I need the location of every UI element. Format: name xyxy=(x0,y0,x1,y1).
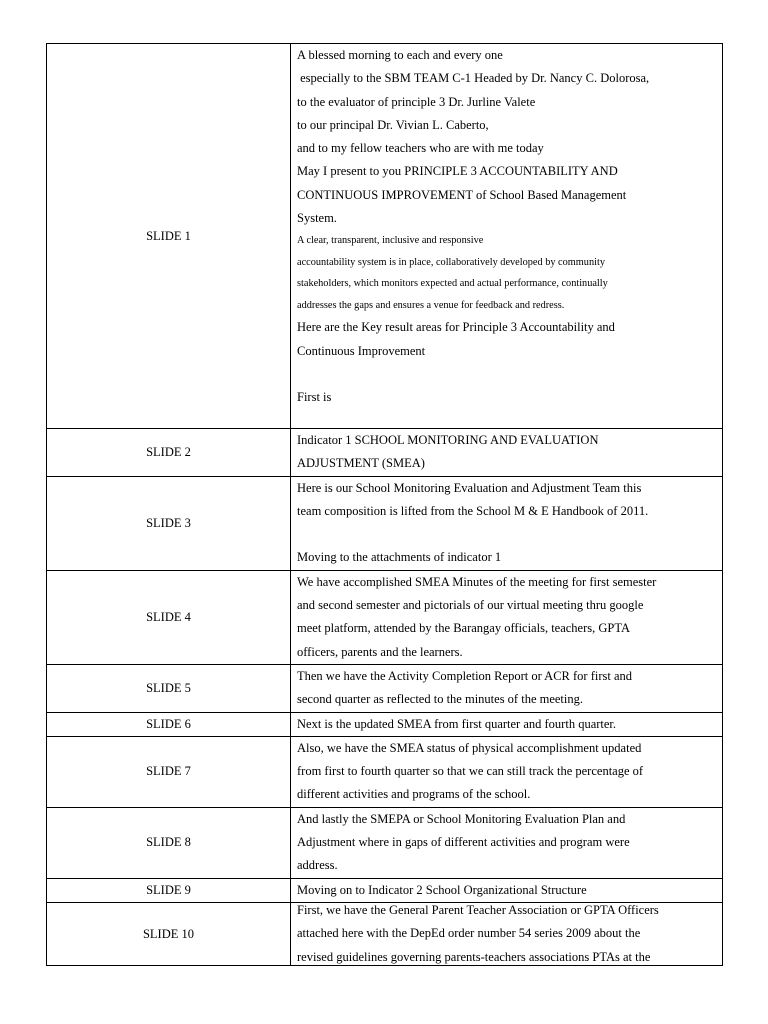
slide-label: SLIDE 7 xyxy=(47,736,291,807)
narration-line: Continuous Improvement xyxy=(297,343,426,358)
table-row-slide-8 xyxy=(47,807,723,878)
slide-label: SLIDE 9 xyxy=(47,878,291,902)
narration-line: to our principal Dr. Vivian L. Caberto, xyxy=(297,117,489,132)
narration-line: Indicator 1 SCHOOL MONITORING AND EVALUATION xyxy=(297,433,599,447)
narration-text xyxy=(291,899,722,965)
narration-closing: Moving to the attachments of indicator 1 xyxy=(297,550,502,565)
narration-line: revised guidelines governing parents-teachers associations PTAs at the xyxy=(297,949,651,964)
narration-text xyxy=(291,477,722,570)
narration-line: Also, we have the SMEA status of physical accomplishment updated xyxy=(297,740,642,755)
narration-line: different activities and programs of the school. xyxy=(297,787,531,802)
blank-line xyxy=(297,523,716,546)
blank-line xyxy=(297,363,716,386)
narration-text xyxy=(291,665,722,712)
slide-label: SLIDE 10 xyxy=(142,926,195,941)
narration-line: ADJUSTMENT (SMEA) xyxy=(297,456,425,471)
principle-definition-line: accountability system is in place, collaboratively developed by community xyxy=(297,256,605,268)
narration-line: CONTINUOUS IMPROVEMENT of School Based Management xyxy=(297,187,627,202)
slide-label: SLIDE 4 xyxy=(47,570,291,664)
table-row-slide-3 xyxy=(47,476,723,570)
narration-line: meet platform, attended by the Barangay officials, teachers, GPTA xyxy=(297,621,631,636)
narration-text xyxy=(291,571,722,664)
principle-definition-line: addresses the gaps and ensures a venue for feedback and redress. xyxy=(297,299,565,311)
narration-line: First, we have the General Parent Teacher Association or GPTA Officers xyxy=(297,902,659,917)
narration-line: A blessed morning to each and every one xyxy=(297,48,503,62)
table-row-slide-1 xyxy=(47,44,723,429)
narration-line: Here are the Key result areas for Principle 3 Accountability and xyxy=(297,320,615,335)
narration-text xyxy=(291,737,722,807)
slide-label: SLIDE 6 xyxy=(47,712,291,736)
narration-text xyxy=(291,713,722,736)
narration-line: Adjustment where in gaps of different activities and program were xyxy=(297,835,630,850)
narration-line: second quarter as reflected to the minutes of the meeting. xyxy=(297,692,584,707)
narration-line: Moving on to Indicator 2 School Organizational Structure xyxy=(297,882,587,897)
table-row-slide-4 xyxy=(47,570,723,664)
narration-text xyxy=(291,44,722,410)
narration-text xyxy=(291,808,722,878)
narration-line: attached here with the DepEd order number 54 series 2009 about the xyxy=(297,926,641,941)
narration-line: especially to the SBM TEAM C-1 Headed by Dr. Nancy C. Dolorosa, xyxy=(297,71,650,86)
slide-label: SLIDE 5 xyxy=(47,664,291,712)
slide-script-table xyxy=(46,43,723,966)
table-row-slide-5 xyxy=(47,664,723,712)
table-row-slide-7 xyxy=(47,736,723,807)
slide-label: SLIDE 8 xyxy=(47,807,291,878)
principle-definition-line: A clear, transparent, inclusive and responsive xyxy=(297,235,484,247)
narration-line: Next is the updated SMEA from first quarter and fourth quarter. xyxy=(297,716,617,731)
table-row-slide-10 xyxy=(47,902,723,965)
narration-line: and second semester and pictorials of our virtual meeting thru google xyxy=(297,598,644,613)
narration-line: officers, parents and the learners. xyxy=(297,644,463,659)
slide-label: SLIDE 2 xyxy=(47,429,291,477)
table-row-slide-6 xyxy=(47,712,723,736)
narration-line: And lastly the SMEPA or School Monitoring Evaluation Plan and xyxy=(297,811,626,826)
narration-line: Here is our School Monitoring Evaluation and Adjustment Team this xyxy=(297,480,642,495)
narration-text xyxy=(291,429,722,476)
narration-line: Then we have the Activity Completion Report or ACR for first and xyxy=(297,668,633,683)
slide-label: SLIDE 1 xyxy=(47,44,291,429)
narration-line: May I present to you PRINCIPLE 3 ACCOUNTABILITY AND xyxy=(297,164,618,179)
narration-line: System. xyxy=(297,211,337,226)
slide-label: SLIDE 3 xyxy=(47,476,291,570)
narration-line: and to my fellow teachers who are with me today xyxy=(297,141,544,156)
narration-line: team composition is lifted from the School M & E Handbook of 2011. xyxy=(297,503,649,518)
narration-closing: First is xyxy=(297,390,332,405)
table-row-slide-2 xyxy=(47,429,723,477)
narration-line: from first to fourth quarter so that we can still track the percentage of xyxy=(297,764,644,779)
principle-definition-line: stakeholders, which monitors expected and actual performance, continually xyxy=(297,278,608,290)
narration-line: address. xyxy=(297,858,338,873)
narration-line: We have accomplished SMEA Minutes of the meeting for first semester xyxy=(297,574,657,589)
narration-line: to the evaluator of principle 3 Dr. Jurline Valete xyxy=(297,94,536,109)
